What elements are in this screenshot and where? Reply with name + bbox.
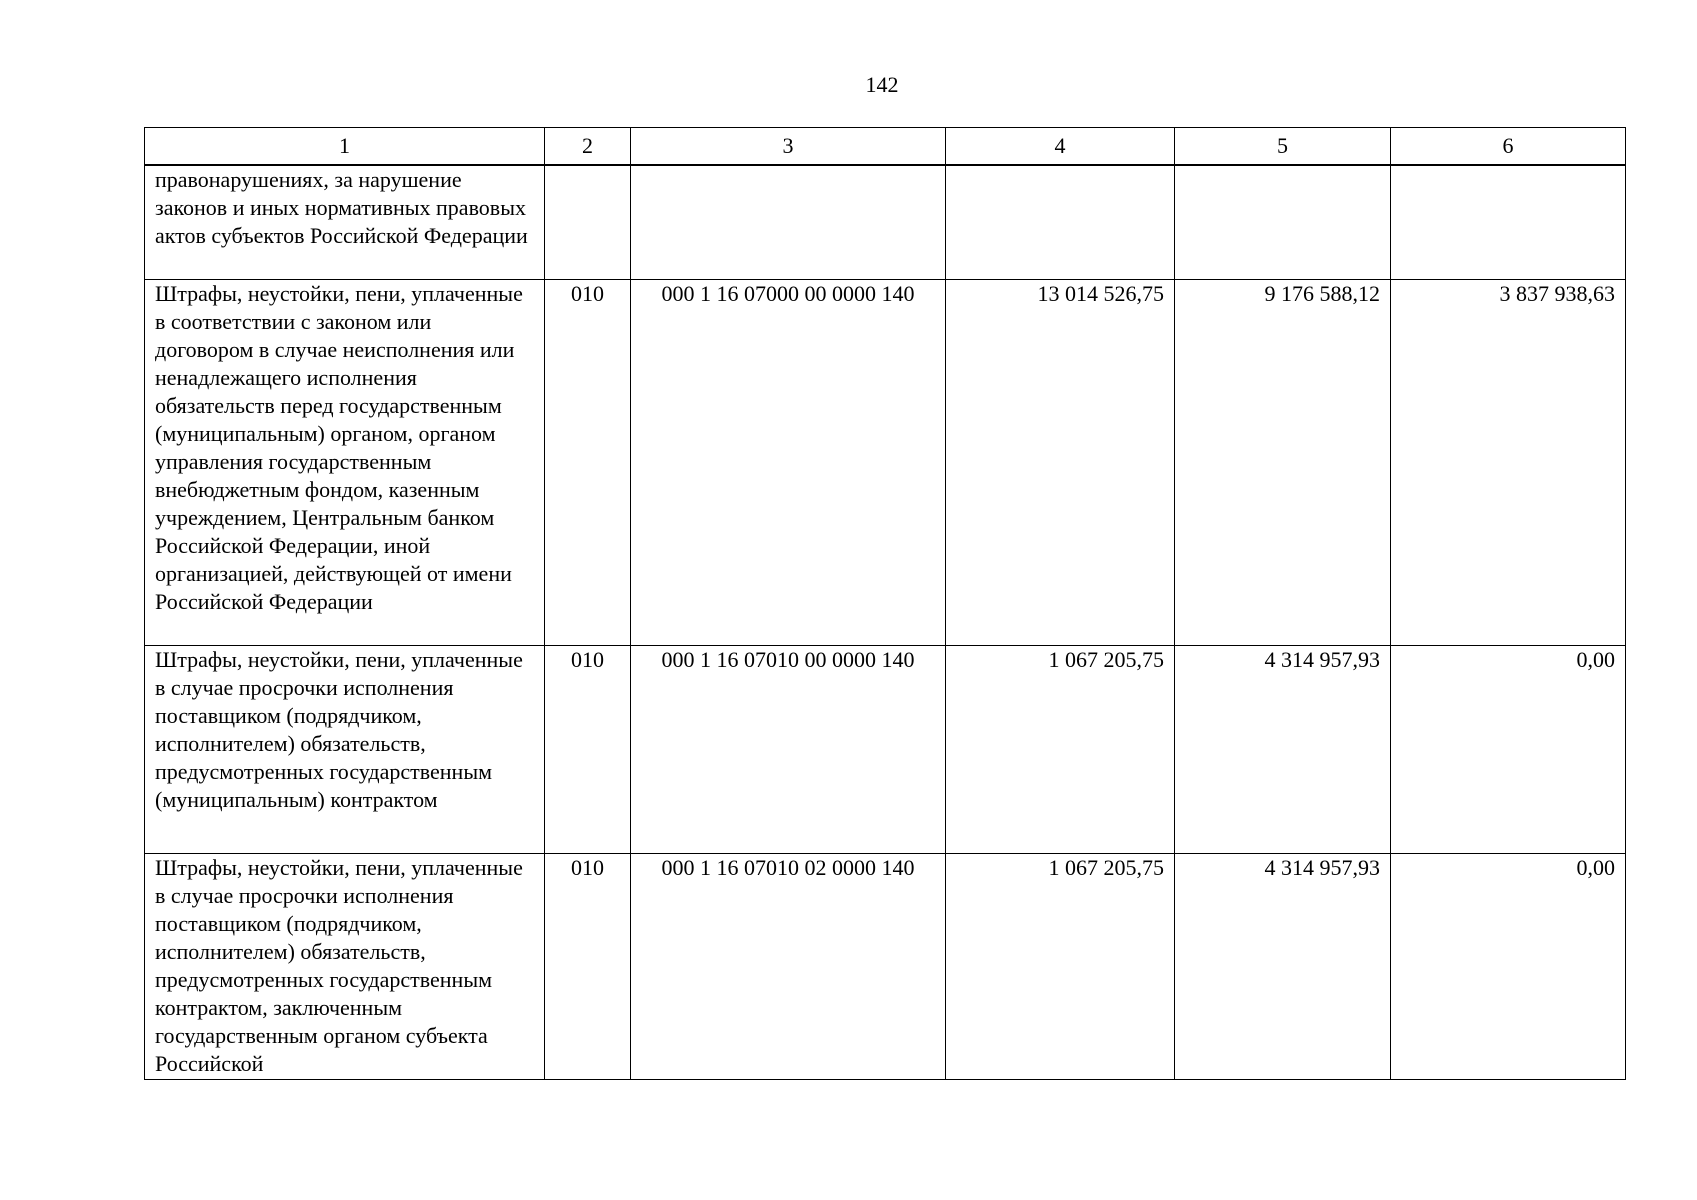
row-kbk-cell (631, 165, 946, 279)
row-col4-cell (946, 165, 1175, 279)
report-table (144, 127, 1626, 1080)
row-col4-cell: 13 014 526,75 (946, 279, 1175, 645)
table-row (145, 165, 1626, 279)
table-header-row (145, 128, 1626, 166)
table-row (145, 645, 1626, 853)
column-header-6: 6 (1391, 128, 1626, 166)
row-name-cell: Штрафы, неустойки, пени, уплаченные в случае просрочки исполнения поставщиком (подрядчиком, исполнителем) обязательств, предусмотренных государственным (муниципальным) контрактом (145, 645, 545, 853)
table-row (145, 279, 1626, 645)
row-col5-cell (1175, 165, 1391, 279)
page-number: 142 (865, 72, 899, 97)
row-name-cell: правонарушениях, за нарушение законов и иных нормативных правовых актов субъектов Российской Федерации (145, 165, 545, 279)
row-code-cell: 010 (545, 645, 631, 853)
table-row (145, 853, 1626, 1079)
column-header-5: 5 (1175, 128, 1391, 166)
row-col6-cell: 0,00 (1391, 645, 1626, 853)
row-kbk-cell: 000 1 16 07010 02 0000 140 (631, 853, 946, 1079)
column-header-2: 2 (545, 128, 631, 166)
row-col4-cell: 1 067 205,75 (946, 645, 1175, 853)
row-name-cell: Штрафы, неустойки, пени, уплаченные в соответствии с законом или договором в случае неисполнения или ненадлежащего исполнения обязательств перед государственным (муниципальным) органом, органом управления государственным внебюджетным фондом, казенным учреждением, Центральным банком Российской Федерации, иной организацией, действующей от имени Российской Федерации (145, 279, 545, 645)
row-col6-cell (1391, 165, 1626, 279)
column-header-3: 3 (631, 128, 946, 166)
row-code-cell: 010 (545, 279, 631, 645)
row-name-cell: Штрафы, неустойки, пени, уплаченные в случае просрочки исполнения поставщиком (подрядчиком, исполнителем) обязательств, предусмотренных государственным контрактом, заключенным государственным органом субъекта Российской (145, 853, 545, 1079)
row-code-cell: 010 (545, 853, 631, 1079)
row-code-cell (545, 165, 631, 279)
column-header-4: 4 (946, 128, 1175, 166)
row-col5-cell: 4 314 957,93 (1175, 853, 1391, 1079)
row-col4-cell: 1 067 205,75 (946, 853, 1175, 1079)
row-col6-cell: 3 837 938,63 (1391, 279, 1626, 645)
row-kbk-cell: 000 1 16 07000 00 0000 140 (631, 279, 946, 645)
row-col5-cell: 4 314 957,93 (1175, 645, 1391, 853)
column-header-1: 1 (145, 128, 545, 166)
row-col6-cell: 0,00 (1391, 853, 1626, 1079)
row-kbk-cell: 000 1 16 07010 00 0000 140 (631, 645, 946, 853)
row-col5-cell: 9 176 588,12 (1175, 279, 1391, 645)
